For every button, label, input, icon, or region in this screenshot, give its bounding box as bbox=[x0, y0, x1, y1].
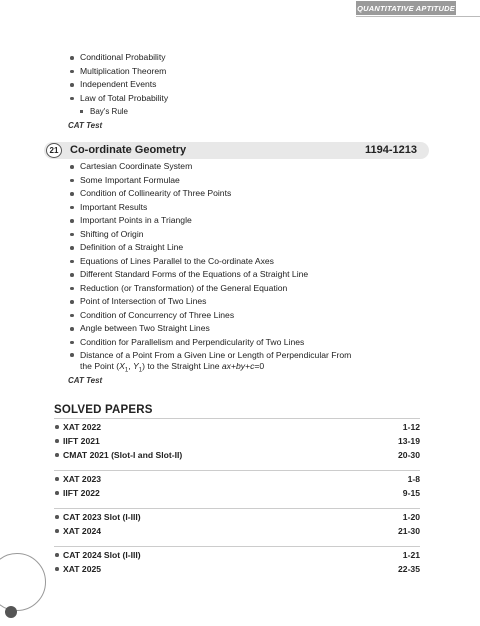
topic-text: , bbox=[128, 361, 134, 371]
topic-text: ) to the Straight Line bbox=[142, 361, 222, 371]
exam-pages: 1-8 bbox=[407, 474, 420, 484]
exam-pages: 20-30 bbox=[398, 450, 420, 460]
topic-item: Angle between Two Straight Lines bbox=[68, 322, 368, 336]
exam-row bbox=[54, 472, 420, 486]
section-header-tab bbox=[356, 1, 456, 15]
solved-papers-group bbox=[54, 470, 420, 500]
exam-name: XAT 2025 bbox=[63, 564, 102, 574]
solved-papers-group bbox=[54, 418, 420, 462]
exam-pages: 13-19 bbox=[398, 436, 420, 446]
exam-pages: 1-20 bbox=[402, 512, 420, 522]
exam-row bbox=[54, 562, 420, 576]
exam-row bbox=[54, 510, 420, 524]
decorative-dot-icon bbox=[5, 606, 17, 618]
exam-row bbox=[54, 486, 420, 500]
chapter-number-badge bbox=[46, 143, 62, 158]
topic-item: Conditional Probability bbox=[68, 51, 168, 65]
topic-item: Equations of Lines Parallel to the Co-ordinate Axes bbox=[68, 255, 368, 269]
math-var: Y bbox=[133, 361, 139, 371]
topic-item: Condition of Concurrency of Three Lines bbox=[68, 309, 368, 323]
topic-item: Important Results bbox=[68, 201, 368, 215]
topic-text: the Point ( bbox=[80, 361, 120, 371]
topic-item-distance bbox=[68, 349, 368, 378]
topic-item: Condition of Collinearity of Three Points bbox=[68, 187, 368, 201]
exam-row bbox=[54, 524, 420, 538]
math-var: c bbox=[250, 361, 255, 371]
chapter-cat-test: CAT Test bbox=[68, 376, 103, 385]
topic-item: Some Important Formulae bbox=[68, 174, 368, 188]
decorative-circle-icon bbox=[0, 553, 46, 611]
section-header-label: QUANTITATIVE APTITUDE bbox=[357, 3, 455, 13]
chapter-page-range: 1194-1213 bbox=[365, 144, 417, 156]
exam-pages: 1-12 bbox=[402, 422, 420, 432]
topic-item: Reduction (or Transformation) of the General Equation bbox=[68, 282, 368, 296]
math-sub: 1 bbox=[124, 367, 129, 374]
topic-item: Different Standard Forms of the Equations of a Straight Line bbox=[68, 268, 368, 282]
math-op: + bbox=[230, 361, 236, 371]
exam-name: CAT 2023 Slot (I-III) bbox=[63, 512, 141, 522]
exam-row bbox=[54, 548, 420, 562]
topic-item: Independent Events bbox=[68, 78, 168, 92]
exam-name: XAT 2022 bbox=[63, 422, 102, 432]
topic-item: Condition for Parallelism and Perpendicularity of Two Lines bbox=[68, 336, 368, 350]
exam-name: CMAT 2021 (Slot-I and Slot-II) bbox=[63, 450, 183, 460]
topic-item: Shifting of Origin bbox=[68, 228, 368, 242]
topic-line-1: Distance of a Point From a Given Line or Length of Perpendicular From bbox=[80, 350, 352, 360]
solved-papers-group bbox=[54, 508, 420, 538]
subtopic-item: Bay's Rule bbox=[78, 105, 168, 119]
math-sub: 1 bbox=[138, 367, 143, 374]
math-var: X bbox=[119, 361, 125, 371]
prev-chapter-cat-test: CAT Test bbox=[68, 121, 103, 130]
exam-pages: 1-21 bbox=[402, 550, 420, 560]
chapter-number: 21 bbox=[49, 146, 59, 155]
solved-papers-heading: SOLVED PAPERS bbox=[54, 404, 153, 416]
exam-name: XAT 2023 bbox=[63, 474, 102, 484]
topic-item: Important Points in a Triangle bbox=[68, 214, 368, 228]
exam-name: CAT 2024 Slot (I-III) bbox=[63, 550, 141, 560]
topic-item: Cartesian Coordinate System bbox=[68, 160, 368, 174]
topic-item: Law of Total Probability bbox=[68, 92, 168, 106]
header-rule bbox=[356, 16, 480, 17]
math-var: by bbox=[236, 361, 246, 371]
math-var: ax bbox=[221, 361, 231, 371]
exam-name: IIFT 2021 bbox=[63, 436, 100, 446]
exam-pages: 22-35 bbox=[398, 564, 420, 574]
chapter-title: Co-ordinate Geometry bbox=[70, 144, 187, 156]
solved-papers-list bbox=[54, 418, 420, 576]
exam-row bbox=[54, 434, 420, 448]
topic-item: Point of Intersection of Two Lines bbox=[68, 295, 368, 309]
math-op: + bbox=[245, 361, 251, 371]
topic-item: Definition of a Straight Line bbox=[68, 241, 368, 255]
math-op: =0 bbox=[254, 361, 265, 371]
exam-pages: 21-30 bbox=[398, 526, 420, 536]
exam-name: XAT 2024 bbox=[63, 526, 102, 536]
exam-row bbox=[54, 448, 420, 462]
solved-papers-group bbox=[54, 546, 420, 576]
exam-name: IIFT 2022 bbox=[63, 488, 100, 498]
exam-row bbox=[54, 420, 420, 434]
exam-pages: 9-15 bbox=[402, 488, 420, 498]
topic-item: Multiplication Theorem bbox=[68, 65, 168, 79]
prev-chapter-topic-list bbox=[68, 51, 168, 119]
chapter-topic-list bbox=[68, 160, 368, 378]
